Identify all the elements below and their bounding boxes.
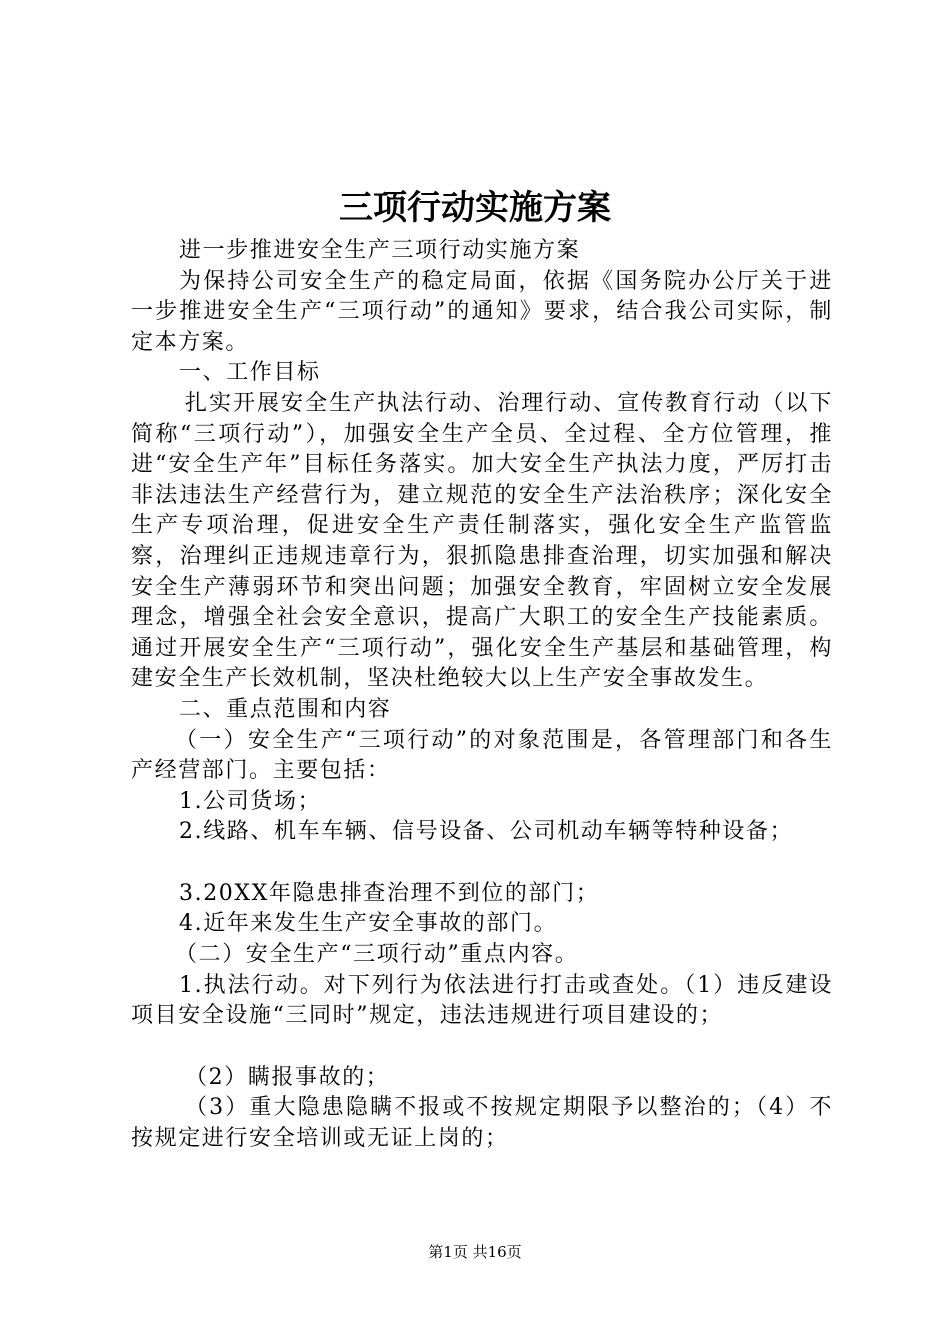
paragraph-intro: 为保持公司安全生产的稳定局面，依据《国务院办公厅关于进一步推进安全生产“三项行动”的通知》要求，结合我公司实际，制定本方案。 [131, 268, 833, 355]
document-title: 三项行动实施方案 [339, 188, 611, 228]
paragraph-subtitle: 进一步推进安全生产三项行动实施方案 [179, 238, 581, 263]
spacer [131, 1032, 833, 1063]
heading-key-scope: 二、重点范围和内容 [179, 696, 392, 722]
paragraph-items-3-4: （3）重大隐患隐瞒不报或不按规定期限予以整治的；（4）不按规定进行安全培训或无证上岗的； [131, 1095, 833, 1152]
heading-work-goals: 一、工作目标 [179, 360, 321, 386]
list-item-2: 2.线路、机车车辆、信号设备、公司机动车辆等特种设备； [179, 819, 794, 845]
paragraph-item-2: （2）瞒报事故的； [185, 1064, 390, 1090]
paragraph-work-goals: 扎实开展安全生产执法行动、治理行动、宣传教育行动（以下简称“三项行动”），加强安全生产全员、全过程、全方位管理，推进“安全生产年”目标任务落实。加大安全生产执法力度，严厉打击非法违法生产经营行为，建立规范的安全生产法治秩序；深化安全生产专项治理，促进安全生产责任制落实，强化安全生产监管监察，治理纠正违规违章行为，狠抓隐患排查治理，切实加强和解决安全生产薄弱环节和突出问题；加强安全教育，牢固树立安全发展理念，增强全社会安全意识，提高广大职工的安全生产技能素质。通过开展安全生产“三项行动”，强化安全生产基层和基础管理，构建安全生产长效机制，坚决杜绝较大以上生产安全事故发生。 [131, 390, 833, 692]
list-item-4: 4.近年来发生生产安全事故的部门。 [179, 911, 558, 937]
list-item-3: 3.20XX年隐患排查治理不到位的部门； [179, 880, 600, 906]
heading-key-content: （二）安全生产“三项行动”重点内容。 [175, 942, 579, 968]
document-body [131, 236, 833, 1155]
spacer [131, 848, 833, 879]
paragraph-scope-intro: （一）安全生产“三项行动”的对象范围是，各管理部门和各生产经营部门。主要包括： [131, 727, 833, 784]
list-item-1: 1.公司货场； [179, 788, 322, 814]
paragraph-enforcement: 1.执法行动。对下列行为依法进行打击或查处。（1）违反建设项目安全设施“三同时”规定，违法违规进行项目建设的； [131, 972, 833, 1029]
page-number: 第1页 共16页 [428, 1243, 522, 1261]
